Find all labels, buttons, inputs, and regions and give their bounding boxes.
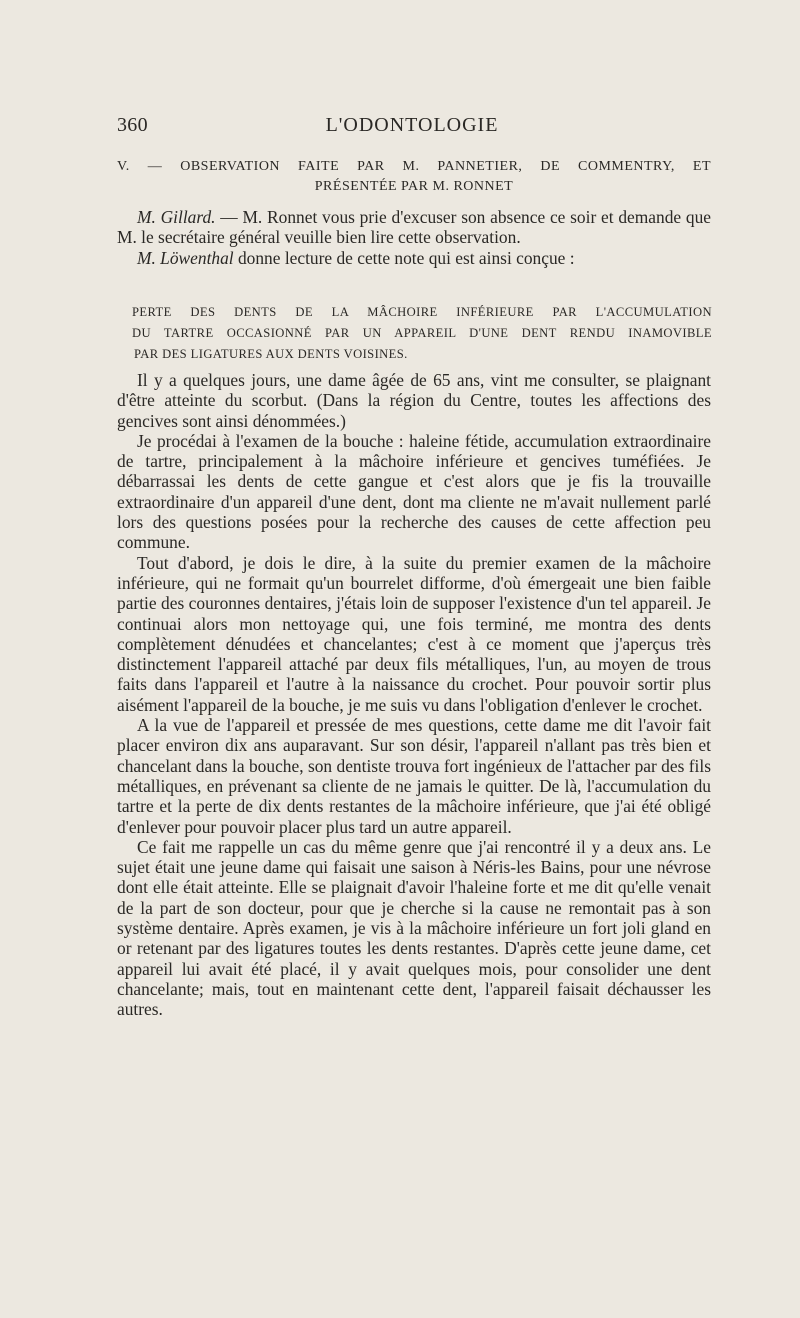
body-paragraph-2: Je procédai à l'examen de la bouche : haleine fétide, accumulation extraordinaire de tartre, principalement à la mâchoire inférieure et gencives tuméfiées. Je débarrassai les dents de cette gangue et c'est alors que je fis la trouvaille extraordinaire d'un appareil d'une dent, dont ma cliente ne m'avait nullement parlé lors des questions posées pour la recherche des causes de cette affection peu commune. (117, 430, 711, 553)
body-paragraph-4: A la vue de l'appareil et pressée de mes questions, cette dame me dit l'avoir fait placer environ dix ans auparavant. Sur son désir, l'appareil n'allant pas très bien et chancelant dans la bouche, son dentiste trouva fort ingénieux de l'attacher par des fils métalliques, en prévenant sa cliente de ne jamais le quitter. De là, l'accumulation du tartre et la perte de dix dents restantes de la mâchoire inférieure, que j'ai été obligé d'enlever pour pouvoir placer plus tard un autre appareil. (117, 715, 711, 837)
intro-text (117, 207, 711, 268)
page-header (117, 114, 707, 144)
note-title-line-3: PAR DES LIGATURES AUX DENTS VOISINES. (134, 347, 408, 361)
speaker-gillard: M. Gillard. (137, 207, 216, 227)
body-paragraph-3: Tout d'abord, je dois le dire, à la suite du premier examen de la mâchoire inférieure, qui ne formait qu'un bourrelet difforme, d'où émergeait une bien faible partie des couronnes dentaires, j'étais loin de supposer l'existence d'un tel appareil. Je continuai alors mon nettoyage qui, une fois terminé, me montra des dents complètement dénudées et chancelantes; c'est à ce moment que j'aperçus très distinctement l'appareil attaché par deux fils métalliques, l'un, au moyen de trous faits dans l'appareil et l'autre à la naissance du crochet. Pour pouvoir sortir plus aisément l'appareil de la bouche, je me suis vu dans l'obligation d'enlever le crochet. (117, 552, 711, 715)
section-heading-line-2: PRÉSENTÉE PAR M. RONNET (314, 179, 514, 194)
body-paragraph-1: Il y a quelques jours, une dame âgée de 65 ans, vint me consulter, se plaignant d'être atteinte du scorbut. (Dans la région du Centre, toutes les affections des gencives sont ainsi dénommées.) (117, 370, 711, 431)
section-heading-line-1: V. — OBSERVATION FAITE PAR M. PANNETIER, DE COMMENTRY, ET (117, 159, 711, 174)
intro-paragraph-2-text: donne lecture de cette note qui est ainsi conçue : (233, 247, 575, 268)
body-paragraph-5: Ce fait me rappelle un cas du même genre que j'ai rencontré il y a deux ans. Le sujet était une jeune dame qui faisait une saison à Néris-les Bains, pour une névrose dont elle était atteinte. Elle se plaignait d'avoir l'haleine forte et me dit qu'elle venait de la part de son docteur, pour que je cherche si la cause ne remontait pas à son système dentaire. Après examen, je vis à la mâchoire inférieure un fort joli gland en or retenant par des ligatures toutes les dents restantes. D'après cette jeune dame, cet appareil lui avait été placé, il y avait quelques mois, pour consolider une dent chancelante; mais, tout en maintenant cette dent, l'appareil faisait déchausser les autres. (117, 836, 711, 1020)
intro-paragraph-1 (117, 207, 711, 248)
note-body (117, 370, 711, 1020)
speaker-lowenthal: M. Löwenthal (137, 247, 234, 268)
intro-paragraph-2 (117, 248, 711, 268)
running-title: L'ODONTOLOGIE (325, 114, 499, 136)
note-title-line-2: DU TARTRE OCCASIONNÉ PAR UN APPAREIL D'UNE DENT RENDU INAMOVIBLE (132, 326, 712, 340)
note-title (134, 302, 712, 365)
intro-paragraph-1-text: — M. Ronnet vous prie d'excuser son absence ce soir et demande que M. le secrétaire général veuille bien lire cette observation. (117, 207, 711, 248)
page-number: 360 (117, 114, 148, 136)
section-heading (117, 157, 711, 197)
note-title-line-1: PERTE DES DENTS DE LA MÂCHOIRE INFÉRIEURE PAR L'ACCUMULATION (132, 305, 712, 319)
